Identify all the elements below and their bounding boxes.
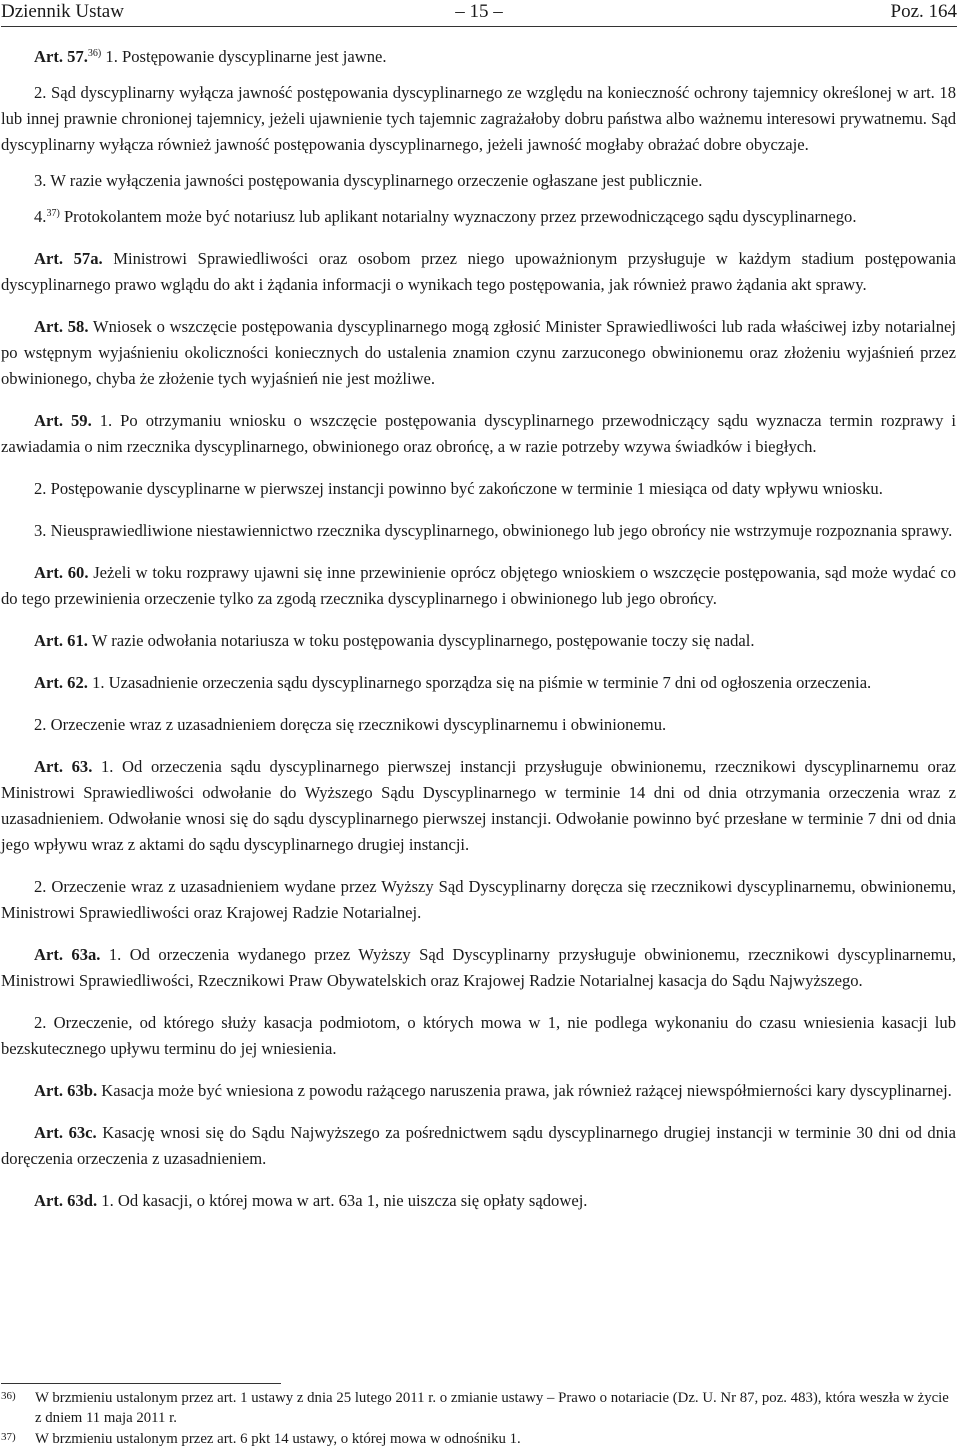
article-text: Jeżeli w toku rozprawy ujawni się inne przewinienie oprócz objętego wnioskiem o wszczęcie postępowania, sąd może wydać co do tego przewinienia orzeczenie tylko za zgodą rzecznika dyscyplinarnego i obwinionego lub jego obrońcy.: [1, 563, 956, 608]
art60: [1, 560, 956, 612]
paragraph-text: 1. Uzasadnienie orzeczenia sądu dyscyplinarnego sporządza się na piśmie w terminie 7 dni od ogłoszenia orzeczenia.: [87, 673, 872, 692]
art57-para2: 2. Sąd dyscyplinarny wyłącza jawność postępowania dyscyplinarnego ze względu na konieczność ochrony tajemnicy określonej w art. 18 lub innej prawnie chronionej tajemnicy, jeżeli ujawnienie tych tajemnic zagrażałoby dobru państwa albo ważnemu interesowi prywatnemu. Sąd dyscyplinarny wyłącza również jawność postępowania dyscyplinarnego, jeżeli jawność mogłaby obrażać dobre obyczaje.: [1, 83, 956, 154]
article-label: Art. 57.: [34, 47, 88, 66]
footnotes: [1, 1389, 956, 1452]
art63-para2: 2. Orzeczenie wraz z uzasadnieniem wydane przez Wyższy Sąd Dyscyplinarny doręcza się rzecznikowi dyscyplinarnemu, obwinionemu, Ministrowi Sprawiedliwości oraz Krajowej Radzie Notarialnej.: [1, 877, 956, 922]
document-body: [1, 44, 956, 1230]
article-label: Art. 59.: [34, 411, 92, 430]
footnote-text: W brzmieniu ustalonym przez art. 1 ustawy z dnia 25 lutego 2011 r. o zmianie ustawy – Prawo o notariacie (Dz. U. Nr 87, poz. 483), która weszła w życie z dniem 11 maja 2011 r.: [35, 1390, 949, 1426]
art57-para3: 3. W razie wyłączenia jawności postępowania dyscyplinarnego orzeczenie ogłaszane jest publicznie.: [34, 171, 703, 190]
art63a-para2: 2. Orzeczenie, od którego służy kasacja podmiotom, o których mowa w 1, nie podlega wykonaniu do czasu wniesienia kasacji lub bezskutecznego upływu terminu do jej wniesienia.: [1, 1013, 956, 1058]
art63d: [1, 1188, 956, 1214]
paragraph-text: 1. Od orzeczenia sądu dyscyplinarnego pierwszej instancji przysługuje obwinionemu, rzecznikowi dyscyplinarnemu oraz Ministrowi Sprawiedliwości odwołanie do Wyższego Sądu Dyscyplinarnego w terminie 14 dni od dnia otrzymania orzeczenia wraz z uzasadnieniem. Odwołanie wnosi się do sądu dyscyplinarnego pierwszej instancji. Odwołanie powinno być przesłane w terminie 7 dni od dnia jego wpływu wraz z aktami do sądu dyscyplinarnego drugiej instancji.: [1, 757, 956, 854]
article-label: Art. 63d.: [34, 1191, 98, 1210]
paragraph-text: 1. Postępowanie dyscyplinarne jest jawne.: [101, 47, 387, 66]
art57-para4: [1, 204, 956, 230]
art57a: [1, 246, 956, 298]
article-text: Wniosek o wszczęcie postępowania dyscyplinarnego mogą zgłosić Minister Sprawiedliwości lub rada właściwej izby notarialnej po wstępnym wyjaśnieniu okoliczności koniecznych do ustalenia znamion czynu zarzuconego obwinionemu oraz złożeniu wyjaśnień przez obwinionego, chyba że złożenie tych wyjaśnień nie jest możliwe.: [1, 317, 956, 388]
art59-para1: [1, 408, 956, 460]
paragraph-text: 1. Po otrzymaniu wniosku o wszczęcie postępowania dyscyplinarnego przewodniczący sądu wyznacza termin rozprawy i zawiadamia o nim rzecznika dyscyplinarnego, obwinionego oraz obrońcę, a w razie potrzeby wzywa świadków i biegłych.: [1, 411, 956, 456]
footnote-mark: 36): [1, 1390, 16, 1402]
article-label: Art. 57a.: [34, 249, 103, 268]
article-label: Art. 61.: [34, 631, 88, 650]
footnote-mark: 37): [1, 1431, 16, 1443]
art57-para1: [1, 44, 956, 70]
article-label: Art. 63b.: [34, 1081, 98, 1100]
art58: [1, 314, 956, 392]
position-number: Poz. 164: [890, 1, 957, 22]
paragraph-number: 4.: [34, 207, 47, 226]
article-text: Kasację wnosi się do Sądu Najwyższego za pośrednictwem sądu dyscyplinarnego drugiej instancji w terminie 30 dni od dnia doręczenia orzeczenia z uzasadnieniem.: [1, 1123, 956, 1168]
art63b: [1, 1078, 956, 1104]
art59-para2: 2. Postępowanie dyscyplinarne w pierwszej instancji powinno być zakończone w terminie 1 miesiąca od daty wpływu wniosku.: [34, 479, 883, 498]
article-label: Art. 63.: [34, 757, 93, 776]
art62-para1: [1, 670, 956, 696]
page-number: – 15 –: [455, 1, 503, 22]
footnote-ref[interactable]: 36): [87, 48, 102, 59]
art59-para3: 3. Nieusprawiedliwione niestawiennictwo rzecznika dyscyplinarnego, obwinionego lub jego obrońcy nie wstrzymuje rozpoznania sprawy.: [34, 521, 953, 540]
footnote-text: W brzmieniu ustalonym przez art. 6 pkt 14 ustawy, o której mowa w odnośniku 1.: [35, 1431, 521, 1447]
art63-para1: [1, 754, 956, 858]
paragraph-text: Protokolantem może być notariusz lub aplikant notarialny wyznaczony przez przewodniczącego sądu dyscyplinarnego.: [59, 207, 857, 226]
article-text: 1. Od kasacji, o której mowa w art. 63a 1, nie uiszcza się opłaty sądowej.: [97, 1191, 588, 1210]
header-rule: [1, 26, 957, 27]
footnote-ref[interactable]: 37): [46, 208, 60, 219]
journal-title: Dziennik Ustaw: [1, 1, 124, 22]
article-text: Ministrowi Sprawiedliwości oraz osobom przez niego upoważnionym przysługuje w każdym stadium postępowania dyscyplinarnego prawo wglądu do akt i żądania informacji o wynikach tego postępowania, jak również prawo żądania akt sprawy.: [1, 249, 956, 294]
paragraph-text: 1. Od orzeczenia wydanego przez Wyższy Sąd Dyscyplinarny przysługuje obwinionemu, rzecznikowi dyscyplinarnemu, Ministrowi Sprawiedliwości, Rzecznikowi Praw Obywatelskich oraz Krajowej Radzie Notarialnej kasacja do Sądu Najwyższego.: [1, 945, 957, 990]
art63c: [1, 1120, 956, 1172]
page-header: [1, 1, 957, 23]
art63a-para1: [1, 942, 956, 994]
article-label: Art. 62.: [34, 673, 88, 692]
footnote-36: [1, 1389, 956, 1428]
art62-para2: 2. Orzeczenie wraz z uzasadnieniem doręcza się rzecznikowi dyscyplinarnemu i obwinionemu.: [34, 715, 667, 734]
article-label: Art. 63c.: [34, 1123, 97, 1142]
article-text: Kasacja może być wniesiona z powodu rażącego naruszenia prawa, jak również rażącej niewspółmierności kary dyscyplinarnej.: [97, 1081, 952, 1100]
article-label: Art. 58.: [34, 317, 89, 336]
footnote-separator: [1, 1383, 281, 1384]
article-label: Art. 63a.: [34, 945, 101, 964]
article-label: Art. 60.: [34, 563, 89, 582]
article-text: W razie odwołania notariusza w toku postępowania dyscyplinarnego, postępowanie toczy się nadal.: [87, 631, 755, 650]
art61: [1, 628, 956, 654]
